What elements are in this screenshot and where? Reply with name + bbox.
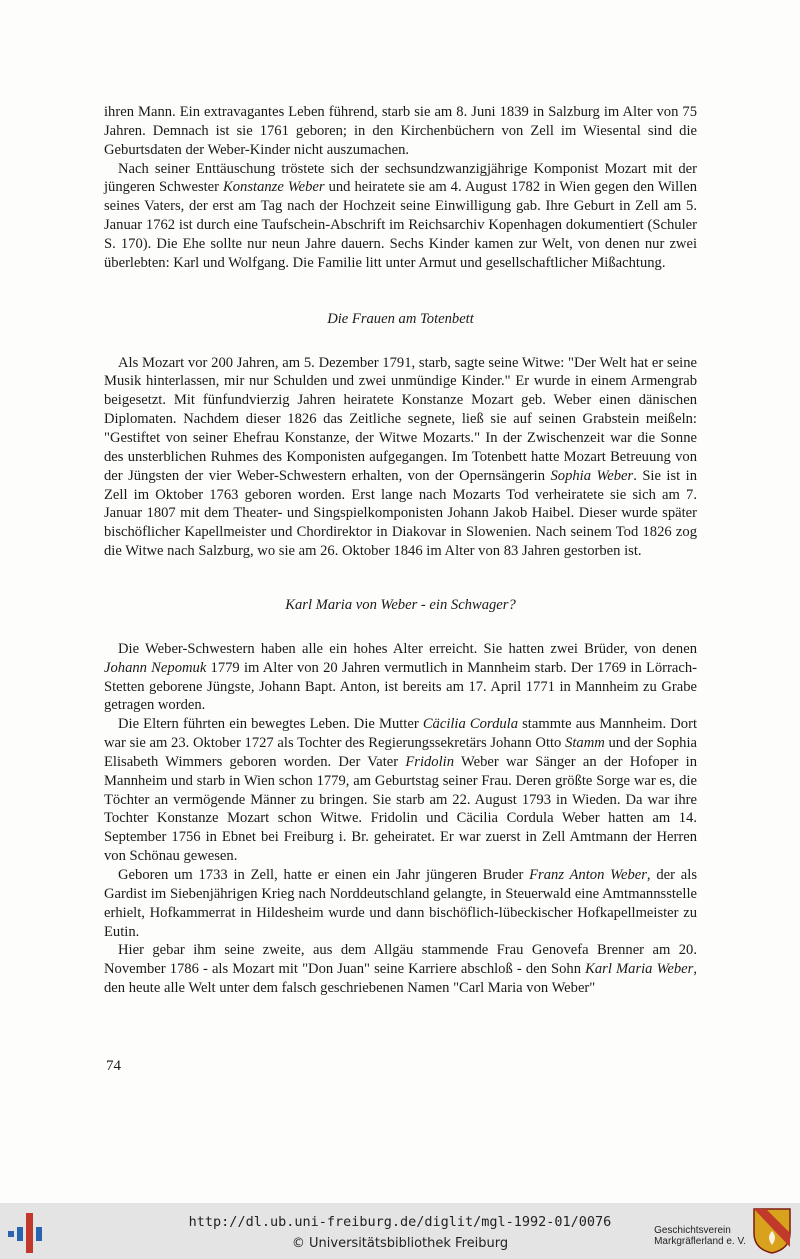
document-body	[104, 103, 697, 998]
text-run: 1779 im Alter von 20 Jahren vermutlich in Mannheim starb. Der 1769 in Lörrach-Stetten geborene Jüngste, Johann Bapt. Anton, ist bereits am 17. April 1771 in Mannheim zu Grabe getragen worden.	[104, 659, 698, 714]
emphasized-name: Fridolin	[405, 753, 454, 770]
section-heading-frauen: Die Frauen am Totenbett	[327, 310, 474, 327]
coat-of-arms-icon	[752, 1207, 792, 1255]
text-run: Hier gebar ihm seine zweite, aus dem Allgäu stammende Frau Genovefa Brenner am 20. November 1786 - als Mozart mit "Don Juan" seine Karriere abschloß - den Sohn	[104, 942, 697, 978]
text-run: . Sie ist in Zell im Oktober 1763 geboren worden. Erst lange nach Mozarts Tod verheiratete sie sich am 7. Januar 1807 mit dem Theater- und Singspielkomponisten Johann Jakob Haibel. Dieser wurde später bischöflicher Kapellmeister und Chordirektor in Diakovar in Slowenien. Nach seinem Tod 1826 zog die Witwe nach Salzburg, wo sie am 26. Oktober 1846 im Alter von 83 Jahren gestorben ist.	[104, 467, 698, 560]
section-schwager	[104, 640, 697, 998]
society-line-2: Markgräflerland e. V.	[654, 1236, 746, 1247]
footer-url-link[interactable]: http://dl.ub.uni-freiburg.de/diglit/mgl-1992-01/0076	[188, 1214, 612, 1230]
text-run: Als Mozart vor 200 Jahren, am 5. Dezember 1791, starb, sagte seine Witwe: "Der Welt hat er seine Musik hinterlassen, mir nur Schulden und zwei unmündige Kinder." Er wurde in einem Armengrab beigesetzt. Mit fünfundvierzig Jahren heiratete Konstanze Mozart geb. Weber einen dänischen Diplomaten. Nachdem dieser 1826 das Zeitliche segnete, ließ sie auf seinen Grabstein meißeln: "Gestiftet von seiner Ehefrau Konstanze, der Witwe Mozarts." In der Zwischenzeit war die Sonne des unsterblichen Ruhmes des Komponisten aufgegangen. Im Totenbett hatte Mozart Betreuung von der Jüngsten der vier Weber-Schwestern erhalten, von der Opernsängerin	[104, 354, 697, 484]
emphasized-name: Cäcilia Cordula	[422, 716, 519, 733]
emphasized-name: Johann Nepomuk	[104, 659, 207, 676]
text-run: stammte aus Mannheim. Dort war sie am 23. Oktober 1727 als Tochter des Regierungssekretärs Johann Otto	[104, 716, 697, 752]
text-run: Weber war Sänger an der Hofoper in Mannheim und starb in Wien schon 1779, am Geburtstag seiner Frau. Deren größte Sorge war es, die Töchter an vermögende Männer zu bringen. Sie starb am 22. August 1793 in Wieden. Da war ihre Tochter Konstanze Mozart schon Witwe. Fridolin und Cäcilia Cordula Weber hatten am 14. September 1756 in Ebnet bei Freiburg i. Br. geheiratet. Er war zuerst in Zell Amtmann der Herren von Schönau gewesen.	[104, 753, 698, 865]
emphasized-name: Franz Anton Weber	[529, 867, 647, 883]
text-run: Die Weber-Schwestern haben alle ein hohes Alter erreicht. Sie hatten zwei Brüder, von denen	[118, 640, 697, 657]
emphasized-name: Sophia Weber	[550, 467, 634, 484]
paragraph	[104, 640, 697, 715]
section-heading-weber: Karl Maria von Weber - ein Schwager?	[285, 596, 516, 613]
society-name	[654, 1225, 746, 1247]
page-number: 74	[106, 1058, 121, 1074]
paragraph	[104, 103, 697, 160]
society-line-1: Geschichtsverein	[654, 1225, 731, 1236]
text-run: und heiratete sie am 4. August 1782 in Wien gegen den Willen seines Vaters, der erst am Tag nach der Hochzeit seine Einwilligung gab. Ihre Geburt in Zell am 5. Januar 1762 ist durch eine Taufschein-Abschrift im Reichsarchiv Kopenhagen dokumentiert (Schuler S. 170). Die Ehe sollte nur neun Jahre dauern. Sechs Kinder kamen zur Welt, von denen nur zwei überlebten: Karl und Wolfgang. Die Familie litt unter Armut und gesellschaftlicher Mißachtung.	[104, 179, 697, 271]
text-run: , der als Gardist im Siebenjährigen Krieg nach Norddeutschland gelangte, in Steuerwald eine Amtmannsstelle erhielt, Hofkammerrat in Hildesheim wurde und dann bischöflich-lübeckischer Hofkapellmeister zu Eutin.	[104, 867, 697, 940]
text-run: ihren Mann. Ein extravagantes Leben führend, starb sie am 8. Juni 1839 in Salzburg im Alter von 75 Jahren. Demnach ist sie 1761 geboren; in den Kirchenbüchern von Zell im Wiesental sind die Geburtsdaten der Weber-Kinder nicht auszumachen.	[104, 104, 697, 158]
section-totenbett	[104, 354, 697, 561]
paragraph	[104, 941, 697, 998]
emphasized-name: Karl Maria Weber	[585, 961, 694, 978]
text-run: und der Sophia Elisabeth Wimmers geboren worden. Der Vater	[104, 735, 697, 770]
footer-bar	[0, 1203, 800, 1259]
text-run: Geboren um 1733 in Zell, hatte er einen ein Jahr jüngeren Bruder	[118, 867, 530, 883]
emphasized-name: Konstanze Weber	[223, 179, 325, 196]
text-run: Die Eltern führten ein bewegtes Leben. Die Mutter	[118, 716, 423, 733]
text-run: , den heute alle Welt unter dem falsch geschriebenen Namen "Carl Maria von Weber"	[104, 961, 697, 997]
emphasized-name: Stamm	[565, 735, 605, 752]
paragraph	[104, 715, 697, 866]
paragraph	[104, 354, 697, 561]
text-run: Nach seiner Enttäuschung tröstete sich der sechsundzwanzigjährige Komponist Mozart mit der jüngeren Schwester	[104, 160, 697, 196]
paragraph	[104, 160, 697, 273]
footer-copyright: © Universitätsbibliothek Freiburg	[291, 1236, 509, 1251]
paragraph	[104, 866, 697, 941]
section-intro	[104, 103, 697, 273]
